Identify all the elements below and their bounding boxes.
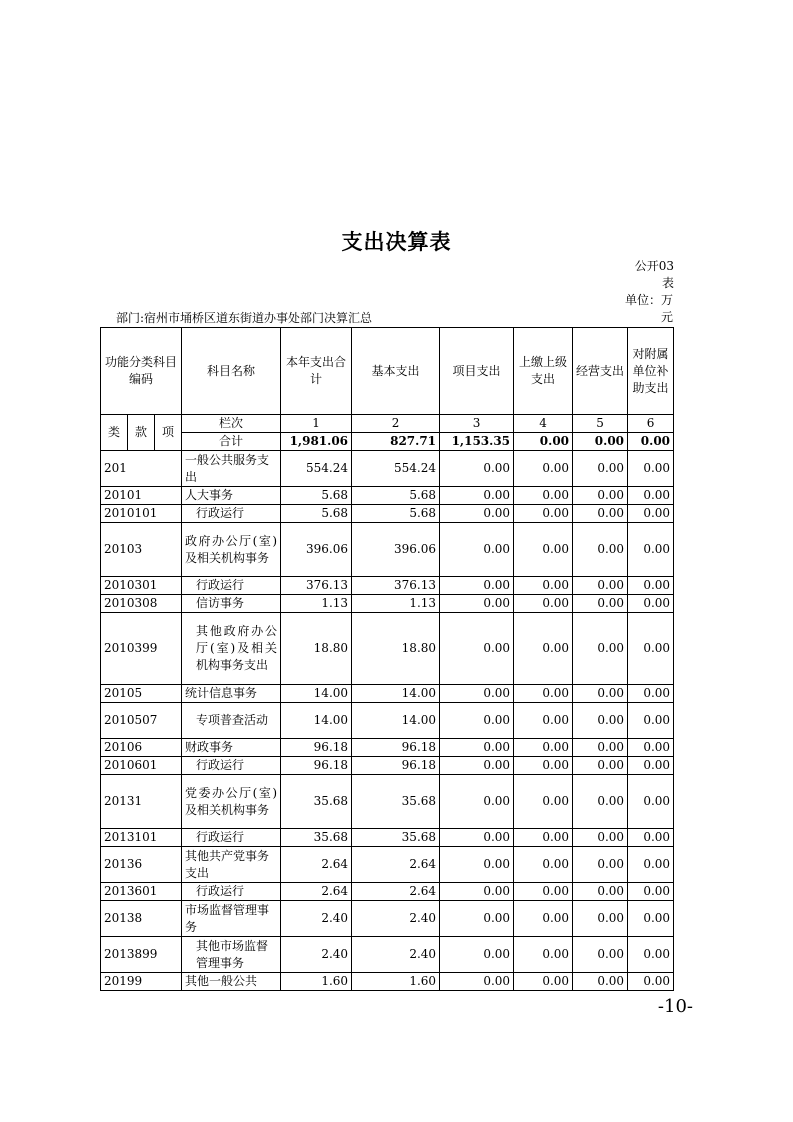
row-name: 行政运行	[182, 757, 281, 775]
row-value: 0.00	[440, 973, 514, 991]
table-row	[101, 685, 674, 703]
row-value: 0.00	[440, 829, 514, 847]
row-value: 5.68	[281, 487, 352, 505]
table-row	[101, 451, 674, 487]
row-value: 0.00	[440, 937, 514, 973]
col-num: 4	[514, 415, 573, 433]
row-value: 14.00	[281, 703, 352, 739]
row-value: 0.00	[573, 901, 628, 937]
table-row	[101, 757, 674, 775]
row-value: 35.68	[281, 829, 352, 847]
row-value: 0.00	[573, 487, 628, 505]
row-value: 0.00	[628, 487, 674, 505]
row-value: 0.00	[514, 847, 573, 883]
row-code: 20105	[101, 685, 182, 703]
row-value: 96.18	[281, 739, 352, 757]
row-value: 554.24	[281, 451, 352, 487]
row-value: 0.00	[573, 577, 628, 595]
table-row	[101, 487, 674, 505]
total-row	[101, 433, 674, 451]
row-value: 0.00	[514, 703, 573, 739]
row-value: 0.00	[514, 577, 573, 595]
row-value: 5.68	[281, 505, 352, 523]
column-number-row	[101, 415, 674, 433]
total-value: 0.00	[628, 433, 674, 451]
row-name: 政府办公厅(室)及相关机构事务	[182, 523, 281, 577]
row-value: 0.00	[514, 757, 573, 775]
row-value: 0.00	[440, 901, 514, 937]
row-code: 2010101	[101, 505, 182, 523]
row-value: 0.00	[440, 883, 514, 901]
row-value: 0.00	[440, 523, 514, 577]
row-value: 14.00	[352, 685, 440, 703]
row-value: 396.06	[352, 523, 440, 577]
row-value: 0.00	[440, 847, 514, 883]
row-value: 0.00	[514, 739, 573, 757]
row-name: 党委办公厅(室)及相关机构事务	[182, 775, 281, 829]
row-code: 2010601	[101, 757, 182, 775]
row-value: 0.00	[628, 847, 674, 883]
table-row	[101, 775, 674, 829]
row-value: 2.40	[352, 937, 440, 973]
row-value: 0.00	[573, 739, 628, 757]
row-value: 0.00	[573, 595, 628, 613]
row-value: 2.64	[281, 847, 352, 883]
row-code: 2010399	[101, 613, 182, 685]
row-value: 0.00	[573, 757, 628, 775]
row-value: 0.00	[440, 595, 514, 613]
row-value: 0.00	[628, 685, 674, 703]
row-value: 0.00	[514, 973, 573, 991]
row-value: 35.68	[281, 775, 352, 829]
row-value: 18.80	[352, 613, 440, 685]
row-value: 376.13	[281, 577, 352, 595]
total-label: 合计	[182, 433, 281, 451]
row-value: 0.00	[514, 685, 573, 703]
row-value: 0.00	[628, 829, 674, 847]
row-value: 1.13	[281, 595, 352, 613]
row-code: 20138	[101, 901, 182, 937]
row-value: 0.00	[628, 973, 674, 991]
row-code: 2010308	[101, 595, 182, 613]
row-code: 2013899	[101, 937, 182, 973]
table-row	[101, 847, 674, 883]
row-value: 1.13	[352, 595, 440, 613]
row-name: 专项普查活动	[182, 703, 281, 739]
table-row	[101, 505, 674, 523]
row-name: 信访事务	[182, 595, 281, 613]
row-value: 0.00	[573, 451, 628, 487]
unit-label	[613, 292, 673, 326]
department-label: 部门:宿州市埇桥区道东街道办事处部门决算汇总	[116, 311, 373, 325]
header-code: 功能分类科目编码	[101, 328, 182, 415]
header-upper: 上缴上级支出	[514, 328, 573, 415]
header-row	[101, 328, 674, 415]
row-value: 35.68	[352, 829, 440, 847]
table-row	[101, 577, 674, 595]
header-business: 经营支出	[573, 328, 628, 415]
row-value: 0.00	[628, 901, 674, 937]
row-value: 0.00	[628, 613, 674, 685]
unit-line-2: 元	[660, 310, 673, 324]
row-value: 0.00	[440, 487, 514, 505]
row-value: 0.00	[573, 973, 628, 991]
row-name: 行政运行	[182, 577, 281, 595]
unit-line-1: 单位：万	[624, 293, 673, 307]
row-value: 0.00	[514, 505, 573, 523]
header-name: 科目名称	[182, 328, 281, 415]
row-value: 0.00	[514, 595, 573, 613]
row-name: 其他共产党事务支出	[182, 847, 281, 883]
row-code: 20131	[101, 775, 182, 829]
row-value: 0.00	[573, 775, 628, 829]
row-value: 554.24	[352, 451, 440, 487]
header-total: 本年支出合计	[281, 328, 352, 415]
page-number: -10-	[657, 996, 693, 1017]
page-title: 支出决算表	[341, 229, 452, 254]
row-value: 0.00	[514, 829, 573, 847]
row-code: 20136	[101, 847, 182, 883]
row-value: 0.00	[573, 613, 628, 685]
table-row	[101, 523, 674, 577]
row-name: 财政事务	[182, 739, 281, 757]
row-value: 35.68	[352, 775, 440, 829]
table-code-line-1: 公开03	[634, 259, 674, 273]
row-code: 201	[101, 451, 182, 487]
row-value: 0.00	[440, 685, 514, 703]
row-value: 0.00	[514, 901, 573, 937]
row-value: 0.00	[514, 487, 573, 505]
row-value: 2.64	[281, 883, 352, 901]
row-name: 统计信息事务	[182, 685, 281, 703]
table-row	[101, 901, 674, 937]
row-name: 市场监督管理事务	[182, 901, 281, 937]
table-row	[101, 595, 674, 613]
table-body	[101, 451, 674, 991]
row-code: 2013101	[101, 829, 182, 847]
row-value: 0.00	[573, 685, 628, 703]
row-code: 2010301	[101, 577, 182, 595]
table-code-line-2: 表	[661, 276, 674, 290]
table-row	[101, 937, 674, 973]
row-value: 0.00	[440, 757, 514, 775]
header-project: 项目支出	[440, 328, 514, 415]
header-subsidy: 对附属单位补助支出	[628, 328, 674, 415]
row-value: 0.00	[440, 739, 514, 757]
row-value: 0.00	[628, 577, 674, 595]
row-value: 2.64	[352, 847, 440, 883]
table-row	[101, 829, 674, 847]
total-value: 827.71	[352, 433, 440, 451]
row-value: 0.00	[628, 739, 674, 757]
row-name: 其他市场监督管理事务	[182, 937, 281, 973]
row-value: 14.00	[352, 703, 440, 739]
row-value: 2.40	[281, 937, 352, 973]
total-value: 1,981.06	[281, 433, 352, 451]
col-num: 5	[573, 415, 628, 433]
row-value: 0.00	[573, 523, 628, 577]
row-value: 2.64	[352, 883, 440, 901]
col-num: 6	[628, 415, 674, 433]
row-value: 0.00	[573, 505, 628, 523]
table-row	[101, 703, 674, 739]
row-value: 5.68	[352, 487, 440, 505]
header-xiang: 项	[155, 415, 182, 451]
row-value: 0.00	[628, 523, 674, 577]
row-value: 2.40	[352, 901, 440, 937]
row-value: 0.00	[514, 775, 573, 829]
row-value: 96.18	[352, 739, 440, 757]
col-num: 2	[352, 415, 440, 433]
table-row	[101, 973, 674, 991]
row-value: 0.00	[628, 937, 674, 973]
row-code: 2013601	[101, 883, 182, 901]
row-value: 0.00	[573, 703, 628, 739]
row-value: 0.00	[514, 883, 573, 901]
total-value: 1,153.35	[440, 433, 514, 451]
row-name: 行政运行	[182, 883, 281, 901]
row-value: 0.00	[628, 757, 674, 775]
row-value: 2.40	[281, 901, 352, 937]
total-value: 0.00	[573, 433, 628, 451]
row-name: 行政运行	[182, 829, 281, 847]
row-value: 0.00	[440, 775, 514, 829]
expenditure-table	[100, 327, 674, 991]
row-value: 0.00	[573, 847, 628, 883]
row-value: 0.00	[573, 829, 628, 847]
header-basic: 基本支出	[352, 328, 440, 415]
row-value: 14.00	[281, 685, 352, 703]
row-value: 0.00	[440, 703, 514, 739]
row-code: 20103	[101, 523, 182, 577]
row-value: 0.00	[440, 577, 514, 595]
row-value: 0.00	[628, 595, 674, 613]
row-value: 0.00	[440, 505, 514, 523]
row-value: 0.00	[514, 937, 573, 973]
row-name: 人大事务	[182, 487, 281, 505]
row-value: 0.00	[440, 613, 514, 685]
row-code: 2010507	[101, 703, 182, 739]
header-kuan: 款	[128, 415, 155, 451]
row-code: 20199	[101, 973, 182, 991]
col-num: 3	[440, 415, 514, 433]
row-value: 396.06	[281, 523, 352, 577]
row-value: 0.00	[628, 775, 674, 829]
row-value: 96.18	[352, 757, 440, 775]
row-value: 0.00	[628, 883, 674, 901]
row-value: 0.00	[573, 883, 628, 901]
row-name: 行政运行	[182, 505, 281, 523]
table-row	[101, 883, 674, 901]
col-num: 1	[281, 415, 352, 433]
row-value: 1.60	[281, 973, 352, 991]
row-code: 20106	[101, 739, 182, 757]
row-name: 其他一般公共	[182, 973, 281, 991]
row-value: 0.00	[514, 451, 573, 487]
table-row	[101, 739, 674, 757]
total-value: 0.00	[514, 433, 573, 451]
header-lei: 类	[101, 415, 128, 451]
row-value: 5.68	[352, 505, 440, 523]
row-value: 0.00	[440, 451, 514, 487]
row-value: 0.00	[514, 523, 573, 577]
row-value: 1.60	[352, 973, 440, 991]
row-name: 一般公共服务支出	[182, 451, 281, 487]
header-lanci: 栏次	[182, 415, 281, 433]
row-value: 96.18	[281, 757, 352, 775]
row-name: 其他政府办公厅(室)及相关机构事务支出	[182, 613, 281, 685]
row-value: 0.00	[514, 613, 573, 685]
row-value: 0.00	[628, 703, 674, 739]
table-row	[101, 613, 674, 685]
table-code-label	[628, 258, 674, 292]
row-value: 0.00	[573, 937, 628, 973]
row-value: 0.00	[628, 451, 674, 487]
row-value: 0.00	[628, 505, 674, 523]
row-value: 18.80	[281, 613, 352, 685]
row-value: 376.13	[352, 577, 440, 595]
row-code: 20101	[101, 487, 182, 505]
